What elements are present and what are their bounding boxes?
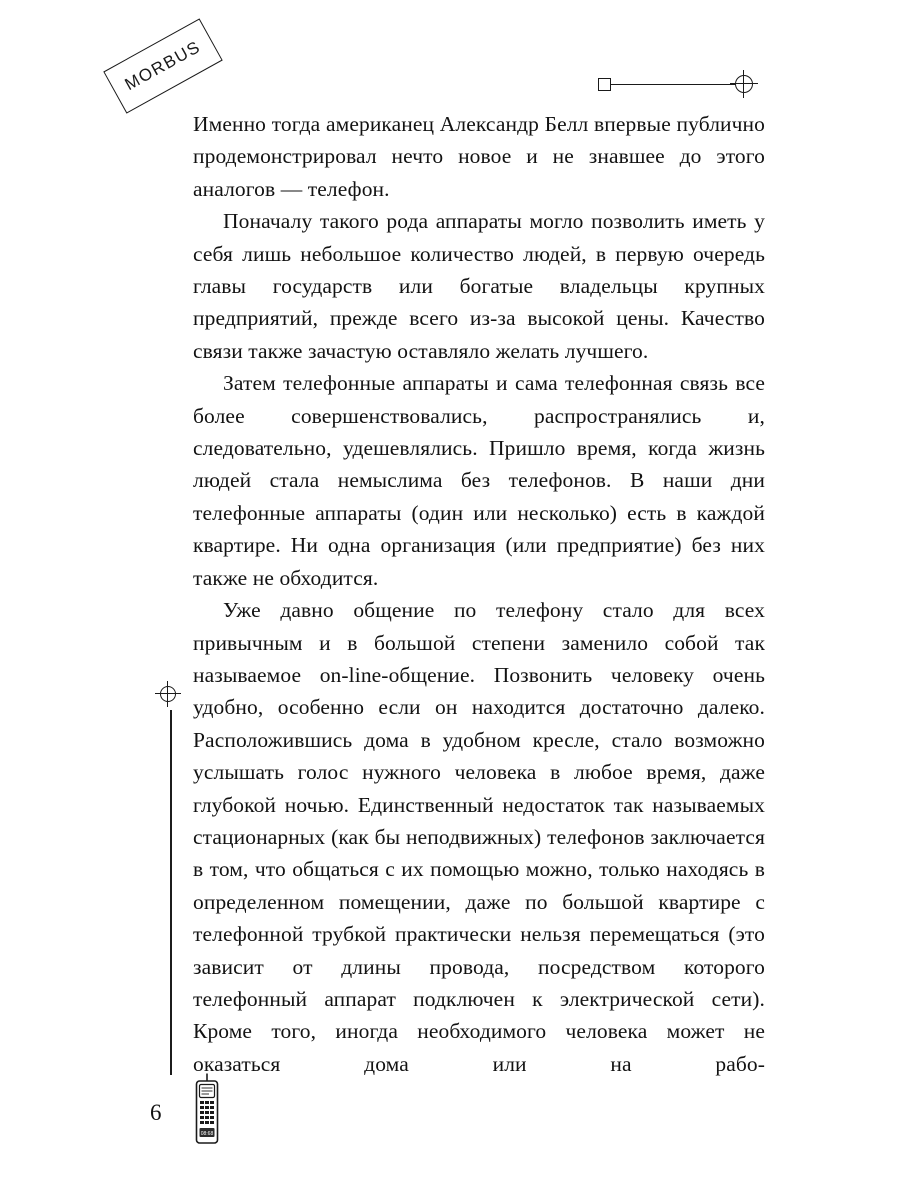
paragraph-4: Уже давно общение по телефону стало для всех привычным и в большой степени заменило собой так называемое on-line-общение. Позвонить человеку очень удобно, особенно если он находится достаточно далеко. Расположившись дома в удобном кресле, стало возможно услышать голос нужного человека в любое время, даже глубокой ночью. Единственный недостаток так называемых стационарных (как бы неподвижных) телефонов заключается в том, что общаться с их помощью можно, только находясь в определенном помещении, даже по большой квартире с телефонной трубкой практически нельзя перемещаться (это зависит от длины провода, посредством которого телефонный аппарат подключен к электрической сети). Кроме того, иногда необходимого человека может не оказаться дома или на рабо- (193, 598, 765, 1076)
registration-circle-icon (735, 75, 753, 93)
paragraph-3: Затем телефонные аппараты и сама телефонная связь все более совершенствовались, распространялись и, следовательно, удешевлялись. Пришло время, когда жизнь людей стала немыслима без телефонов. В наши дни телефонные аппараты (один или несколько) есть в каждой квартире. Ни одна организация (или предприятие) без них также не обходится. (193, 371, 765, 590)
series-tab (103, 18, 222, 113)
svg-text:08:68: 08:68 (200, 1131, 214, 1137)
mobile-phone-icon (190, 1073, 224, 1152)
registration-square-icon (598, 78, 611, 91)
body-text (193, 108, 765, 1080)
series-tab-label: MORBUS (121, 36, 204, 95)
registration-line (602, 84, 748, 85)
paragraph-2: Поначалу такого рода аппараты могло позволить иметь у себя лишь небольшое количество людей, в первую очередь главы государств или богатые владельцы крупных предприятий, прежде всего из-за высокой цены. Качество связи также зачастую оставляло желать лучшего. (193, 209, 765, 363)
paragraph-1: Именно тогда американец Александр Белл впервые публично продемонстрировал нечто новое и не знавшее до этого аналогов — телефон. (193, 112, 765, 201)
registration-circle-icon-left (160, 686, 176, 702)
margin-rule (170, 710, 172, 1075)
page-number: 6 (150, 1100, 162, 1125)
